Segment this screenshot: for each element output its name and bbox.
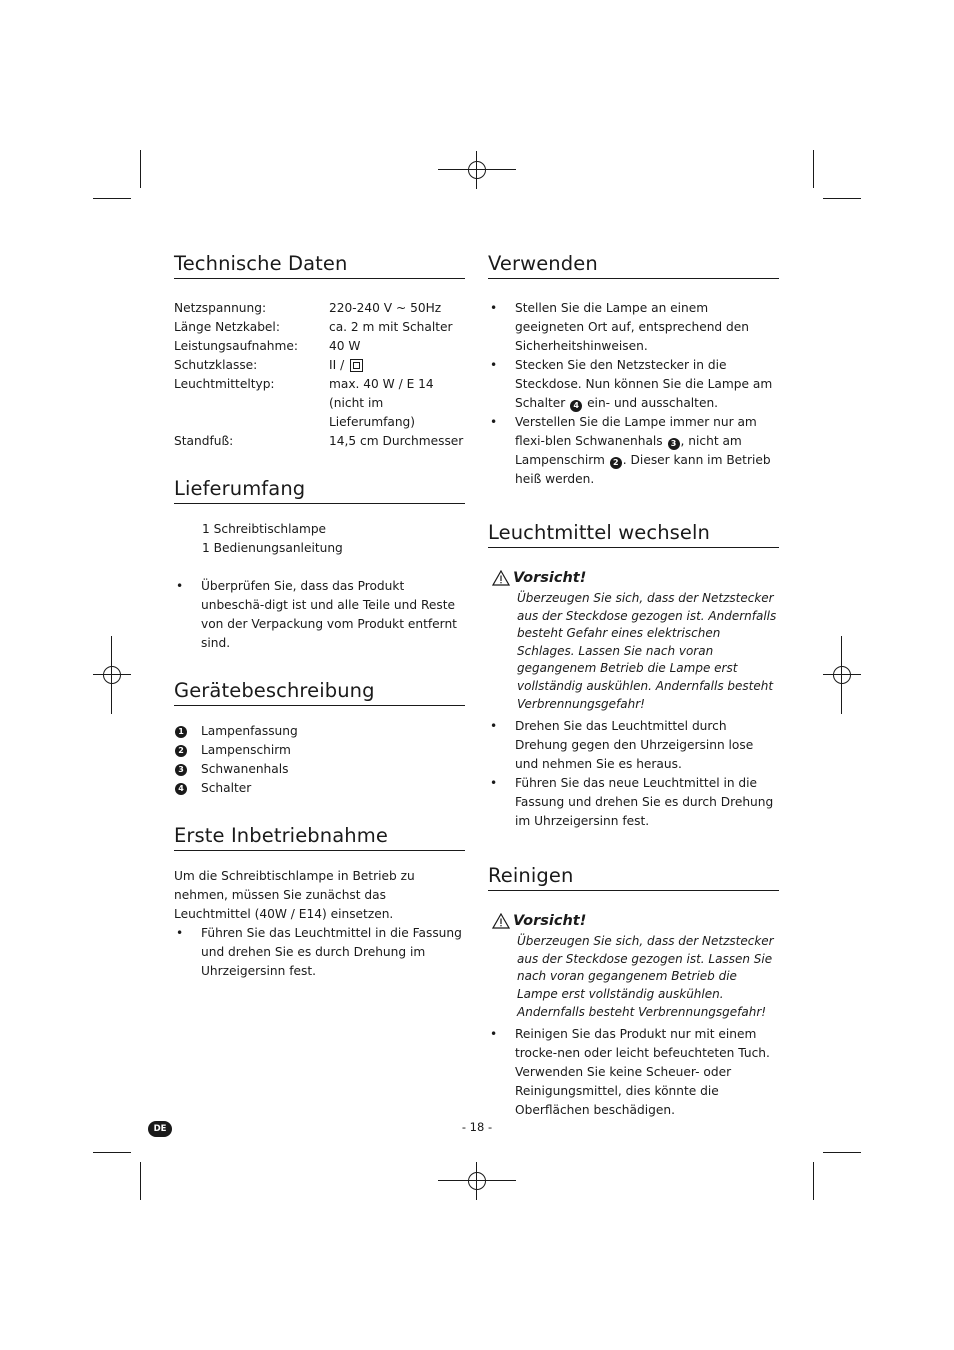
bullet-item: • Stellen Sie die Lampe an einem geeigneten Ort auf, entsprechend den Sicherheitshinweisen. <box>488 299 779 356</box>
leuchtmittel-wechseln-section <box>488 521 779 831</box>
bullet-item: • Drehen Sie das Leuchtmittel durch Drehung gegen den Uhrzeigersinn lose und nehmen Sie es heraus. <box>488 717 779 774</box>
warning-triangle-icon <box>492 570 510 586</box>
list-item: 1 Lampenfassung <box>174 722 465 741</box>
number-badge: 3 <box>175 764 187 776</box>
technische-daten-heading: Technische Daten <box>174 252 465 279</box>
paragraph: Um die Schreibtischlampe in Betrieb zu nehmen, müssen Sie zunächst das Leuchtmittel (40W / E14) einsetzen. <box>174 869 415 921</box>
spec-row: Länge Netzkabel: ca. 2 m mit Schalter <box>174 320 453 334</box>
lieferumfang-heading: Lieferumfang <box>174 477 465 504</box>
reinigen-heading: Reinigen <box>488 864 779 891</box>
caution-text: Überzeugen Sie sich, dass der Netzstecker aus der Steckdose gezogen ist. Lassen Sie nach voran gegangenem Betrieb die Lampe erst vollständig auskühlen. Andernfalls besteht Verbrennungsgefahr! <box>517 934 774 1019</box>
verwenden-heading: Verwenden <box>488 252 779 279</box>
number-badge: 1 <box>175 726 187 738</box>
spec-row: Netzspannung: 220-240 V ~ 50Hz <box>174 301 442 315</box>
list-item: 1 Schreibtischlampe <box>202 522 327 536</box>
bullet-item: • Verstellen Sie die Lampe immer nur am flexi-blen Schwanenhals 3 , nicht am Lampenschirm 2 . Dieser kann im Betrieb heiß werden. <box>488 413 779 489</box>
number-badge: 4 <box>570 400 582 412</box>
bullet-item: • Reinigen Sie das Produkt nur mit einem trocke-nen oder leicht befeuchteten Tuch. Verwenden Sie keine Scheuer- oder Reinigungsmittel, dies könnte die Oberflächen beschädigen. <box>488 1025 779 1120</box>
spec-row: Leuchtmitteltyp: max. 40 W / E 14 (nicht im Lieferumfang) <box>174 377 434 429</box>
bullet-item: • Überprüfen Sie, dass das Produkt unbeschä-digt ist und alle Teile und Reste von der Verpackung vom Produkt entfernt sind. <box>174 577 465 653</box>
list-item: 1 Bedienungsanleitung <box>202 541 343 555</box>
reinigen-section <box>488 864 779 1120</box>
number-badge: 2 <box>175 745 187 757</box>
number-badge: 2 <box>610 457 622 469</box>
caution-text: Überzeugen Sie sich, dass der Netzstecker aus der Steckdose gezogen ist. Andernfalls besteht Gefahr eines elektrischen Schlages. Lassen Sie nach voran gegangenem Betrieb die Lampe erst vollständig auskühlen. Andernfalls besteht Verbrennungsgefahr! <box>517 591 777 711</box>
list-item: 3 Schwanenhals <box>174 760 465 779</box>
protection-class-ii-icon <box>350 359 363 372</box>
caution-block <box>488 570 779 713</box>
geraetebeschreibung-heading: Gerätebeschreibung <box>174 679 465 706</box>
list-item: 4 Schalter <box>174 779 465 798</box>
technische-daten-section <box>174 252 465 451</box>
spec-row: Schutzklasse: II / <box>174 356 465 375</box>
caution-label: Vorsicht! <box>513 570 587 586</box>
page-number: - 18 - <box>461 1120 493 1134</box>
lieferumfang-section <box>174 477 465 653</box>
erste-inbetriebnahme-section <box>174 824 465 981</box>
right-column <box>488 252 779 1120</box>
bullet-item: • Führen Sie das neue Leuchtmittel in die Fassung und drehen Sie es durch Drehung im Uhrzeigersinn fest. <box>488 774 779 831</box>
bullet-item: • Führen Sie das Leuchtmittel in die Fassung und drehen Sie es durch Drehung im Uhrzeigersinn fest. <box>174 924 465 981</box>
left-column <box>174 252 465 981</box>
spec-row: Standfuß: 14,5 cm Durchmesser <box>174 434 464 448</box>
bullet-item: • Stecken Sie den Netzstecker in die Steckdose. Nun können Sie die Lampe am Schalter 4 ein- und ausschalten. <box>488 356 779 413</box>
geraetebeschreibung-section <box>174 679 465 798</box>
leuchtmittel-wechseln-heading: Leuchtmittel wechseln <box>488 521 779 548</box>
list-item: 2 Lampenschirm <box>174 741 465 760</box>
warning-triangle-icon <box>492 913 510 929</box>
spec-table <box>174 299 465 451</box>
number-badge: 3 <box>668 438 680 450</box>
caution-block <box>488 913 779 1021</box>
erste-inbetriebnahme-heading: Erste Inbetriebnahme <box>174 824 465 851</box>
number-badge: 4 <box>175 783 187 795</box>
spec-row: Leistungsaufnahme: 40 W <box>174 339 361 353</box>
caution-label: Vorsicht! <box>513 913 587 930</box>
language-badge: DE <box>148 1121 172 1137</box>
verwenden-section <box>488 252 779 489</box>
